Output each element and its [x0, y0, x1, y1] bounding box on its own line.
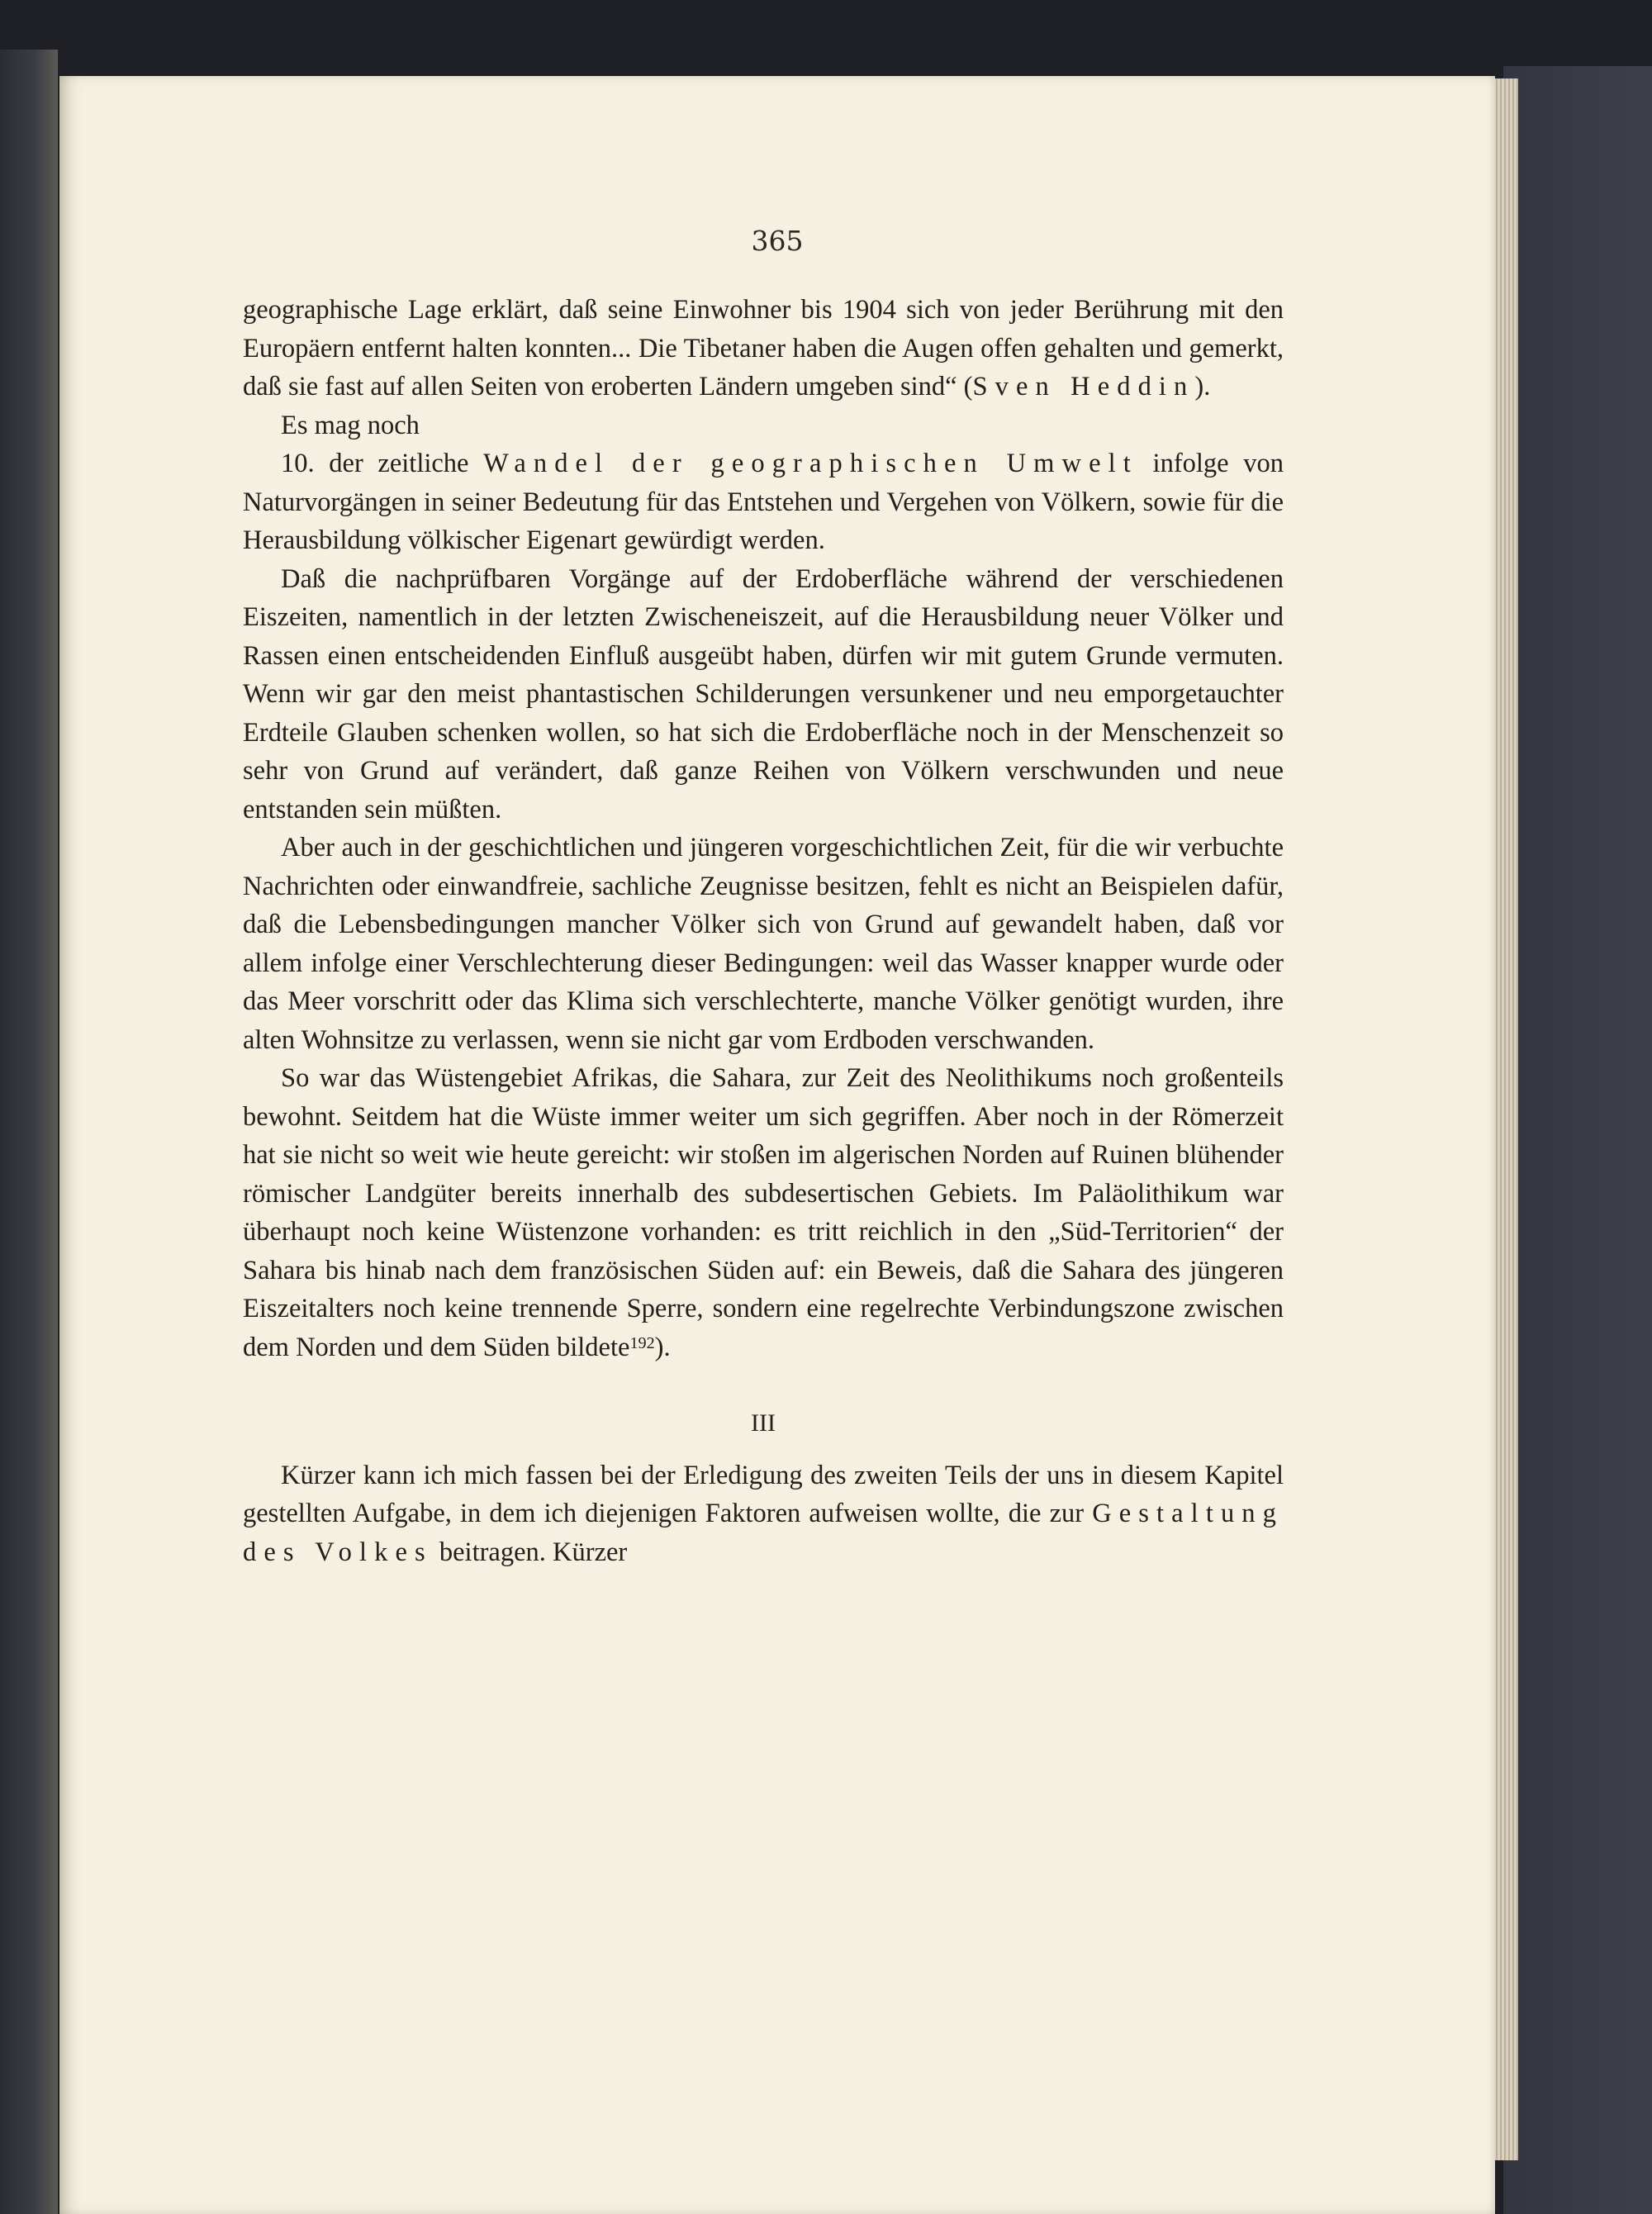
book-page	[59, 76, 1495, 2214]
author-name: Sven Heddin	[972, 372, 1195, 401]
page-edges	[1493, 78, 1518, 2160]
paragraph-4: Daß die nachprüfbaren Vorgänge auf der Erdoberfläche während der verschiedenen Eiszeiten, namentlich in der letzten Zwischeneiszeit, auf die Herausbildung neuer Völker und Rassen einen entscheidenden Einfluß ausgeübt haben, dürfen wir mit gutem Grunde vermuten. Wenn wir gar den meist phantastischen Schilderungen versunkener und neu emporgetauchter Erdteile Glauben schenken wollen, so hat sich die Erdoberfläche noch in der Menschenzeit so sehr von Grund auf verändert, daß ganze Reihen von Völkern verschwunden und neue entstanden sein müßten.	[243, 563, 1284, 824]
emphasis-text: Gestaltung des Volkes	[243, 1499, 1284, 1567]
section-heading: III	[751, 1409, 776, 1437]
left-cover-board	[0, 50, 58, 2214]
right-cover-board	[1503, 66, 1652, 2214]
paragraph-2: Es mag noch	[281, 410, 420, 440]
paragraph-5: Aber auch in der geschichtlichen und jüngeren vorgeschichtlichen Zeit, für die wir verbuchte Nachrichten oder einwandfreie, sachliche Zeugnisse besitzen, fehlt es nicht an Beispielen dafür, daß die Lebensbedingungen mancher Völker sich von Grund auf gewandelt haben, daß vor allem infolge einer Verschlechterung dieser Bedingungen: weil das Wasser knapper wurde oder das Meer vorschritt oder das Klima sich verschlechterte, manche Völker genötigt wurden, ihre alten Wohnsitze zu verlassen, wenn sie nicht gar vom Erdboden verschwanden.	[243, 833, 1284, 1055]
paragraph-3: 10. der zeitliche Wandel der geographischen Umwelt infolge von Naturvorgängen in seiner Bedeutung für das Entstehen und Vergehen von Völkern, sowie für die Herausbildung völkischer Eigenart gewürdigt werden.	[243, 449, 1284, 555]
paragraph-1: geographische Lage erklärt, daß seine Einwohner bis 1904 sich von jeder Berührung mit den Europäern entfernt halten konnten... Die Tibetaner haben die Augen offen gehalten und gemerkt, daß sie fast auf allen Seiten von eroberten Ländern umgeben sind“ (Sven Heddin).	[243, 295, 1284, 401]
paragraph-7: Kürzer kann ich mich fassen bei der Erledigung des zweiten Teils der uns in diesem Kapitel gestellten Aufgabe, in dem ich diejenigen Faktoren aufweisen wollte, die zur Gestaltung des Volkes beitragen. Kürzer	[243, 1460, 1284, 1567]
paragraph-6: So war das Wüstengebiet Afrikas, die Sahara, zur Zeit des Neolithikums noch großenteils bewohnt. Seitdem hat die Wüste immer weiter um sich gegriffen. Aber noch in der Römerzeit hat sie nicht so weit wie heute gereicht: wir stoßen im algerischen Norden auf Ruinen blühender römischer Landgüter bereits innerhalb des subdesertischen Gebiets. Im Paläolithikum war überhaupt noch keine Wüstenzone vorhanden: es tritt reichlich in den „Süd-Territorien“ der Sahara bis hinab nach dem französischen Süden auf: ein Beweis, daß die Sahara des jüngeren Eiszeitalters noch keine trennende Sperre, sondern eine regelrechte Verbindungszone zwischen dem Norden und dem Süden bildete$^{192}$).	[243, 1063, 1284, 1362]
footnote-ref: 192	[629, 1333, 655, 1352]
page-number: 365	[751, 225, 804, 257]
emphasis-text: Wandel der geographischen Umwelt	[483, 449, 1138, 478]
body-text	[243, 291, 1284, 1571]
